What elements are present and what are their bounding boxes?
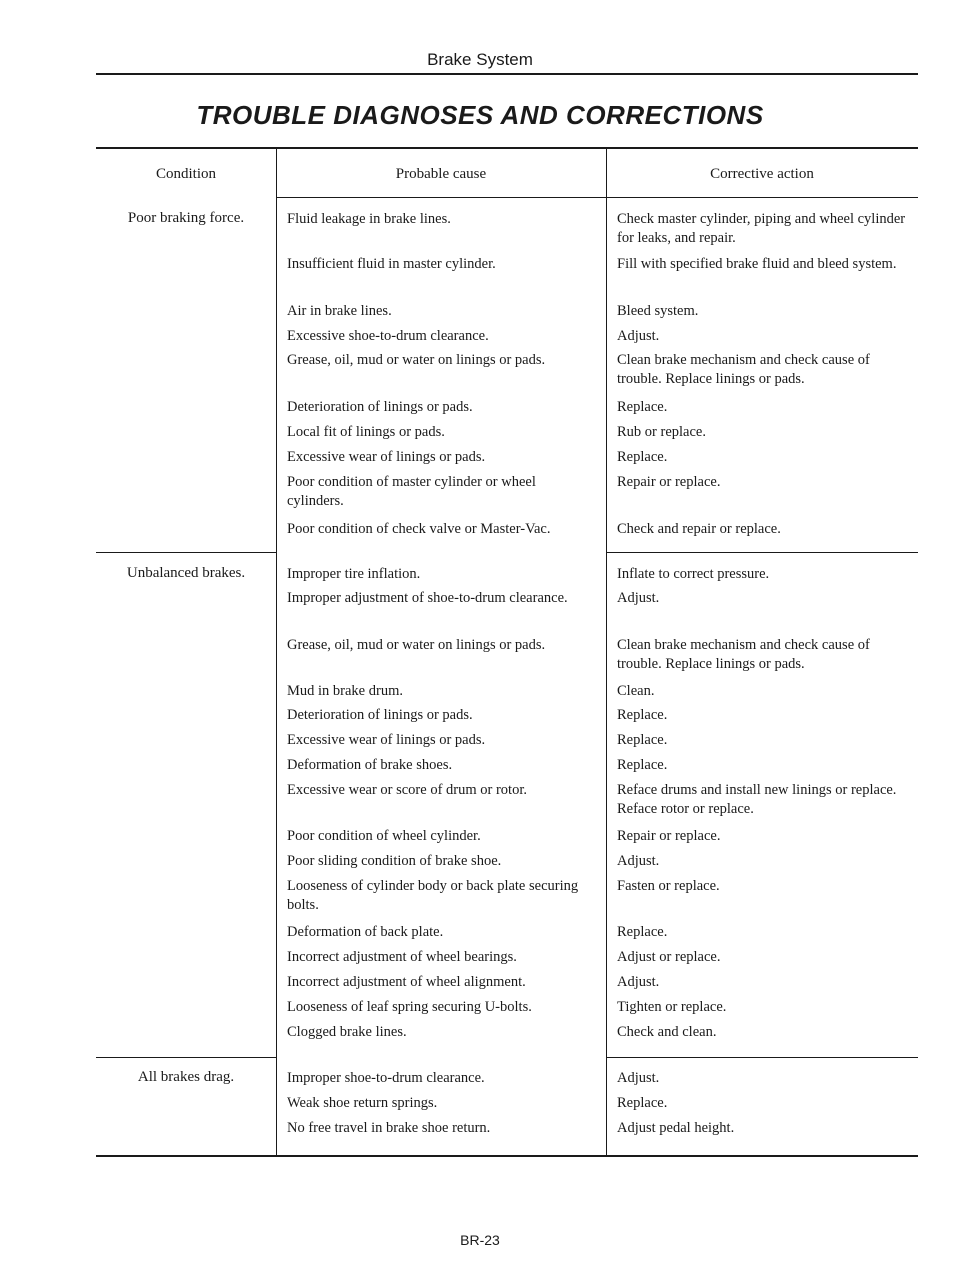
- cause-cell: Improper tire inflation.: [287, 566, 421, 582]
- action-cell: Replace.: [617, 449, 668, 465]
- cause-cell: No free travel in brake shoe return.: [287, 1120, 491, 1136]
- cause-cell: Poor sliding condition of brake shoe.: [287, 853, 502, 869]
- cause-cell: Insufficient fluid in master cylinder.: [287, 256, 496, 272]
- cause-cell: Deterioration of linings or pads.: [287, 399, 473, 415]
- action-cell: Check and clean.: [617, 1024, 717, 1040]
- action-cell: Replace.: [617, 707, 668, 723]
- header-rule: [96, 73, 918, 75]
- action-cell: Repair or replace.: [617, 474, 721, 490]
- cause-cell: Looseness of leaf spring securing U-bolts.: [287, 999, 532, 1015]
- condition-cell: Unbalanced brakes.: [126, 565, 246, 581]
- action-cell: Clean.: [617, 683, 655, 699]
- cause-cell: Poor condition of master cylinder or wheel cylinders.: [287, 474, 536, 509]
- cause-cell: Deformation of brake shoes.: [287, 757, 453, 773]
- action-cell: Replace.: [617, 732, 668, 748]
- cause-cell: Local fit of linings or pads.: [287, 424, 445, 440]
- action-cell: Replace.: [617, 757, 668, 773]
- cause-cell: Deterioration of linings or pads.: [287, 707, 473, 723]
- header-row-rule: [276, 197, 918, 198]
- condition-cell: Poor braking force.: [127, 210, 245, 226]
- action-cell: Adjust.: [617, 853, 660, 869]
- action-cell: Fasten or replace.: [617, 878, 720, 894]
- action-cell: Replace.: [617, 924, 668, 940]
- table-top-rule: [96, 147, 918, 149]
- action-cell: Adjust.: [617, 1070, 660, 1086]
- cause-cell: Looseness of cylinder body or back plate securing bolts.: [287, 878, 579, 913]
- action-cell: Clean brake mechanism and check cause of trouble. Replace linings or pads.: [617, 352, 870, 387]
- action-cell: Inflate to correct pressure.: [617, 566, 770, 582]
- action-cell: Repair or replace.: [617, 828, 721, 844]
- cause-cell: Incorrect adjustment of wheel bearings.: [287, 949, 517, 965]
- page-number: BR-23: [460, 1232, 500, 1248]
- cause-cell: Deformation of back plate.: [287, 924, 444, 940]
- action-cell: Tighten or replace.: [617, 999, 727, 1015]
- action-cell: Check master cylinder, piping and wheel cylinder for leaks, and repair.: [617, 211, 906, 246]
- action-cell: Adjust or replace.: [617, 949, 721, 965]
- cause-cell: Weak shoe return springs.: [287, 1095, 438, 1111]
- cause-cell: Excessive shoe-to-drum clearance.: [287, 328, 489, 344]
- cause-cell: Improper shoe-to-drum clearance.: [287, 1070, 485, 1086]
- cause-cell: Clogged brake lines.: [287, 1024, 407, 1040]
- group-divider: [606, 552, 918, 553]
- action-cell: Adjust.: [617, 974, 660, 990]
- group-divider: [606, 1057, 918, 1058]
- cause-cell: Air in brake lines.: [287, 303, 392, 319]
- column-header-condition: Condition: [155, 166, 216, 182]
- action-cell: Reface drums and install new linings or replace. Reface rotor or replace.: [617, 782, 897, 817]
- action-cell: Adjust.: [617, 590, 660, 606]
- cause-cell: Grease, oil, mud or water on linings or pads.: [287, 637, 546, 653]
- page-title: TROUBLE DIAGNOSES AND CORRECTIONS: [196, 100, 764, 130]
- action-cell: Fill with specified brake fluid and bleed system.: [617, 256, 897, 272]
- column-divider: [606, 148, 607, 1156]
- action-cell: Replace.: [617, 1095, 668, 1111]
- condition-cell: All brakes drag.: [137, 1069, 235, 1085]
- column-divider: [276, 148, 277, 1156]
- cause-cell: Excessive wear of linings or pads.: [287, 449, 486, 465]
- column-header-cause: Probable cause: [395, 166, 487, 182]
- cause-cell: Incorrect adjustment of wheel alignment.: [287, 974, 526, 990]
- cause-cell: Fluid leakage in brake lines.: [287, 211, 451, 227]
- column-header-action: Corrective action: [710, 166, 814, 182]
- table-bottom-rule: [96, 1155, 918, 1157]
- action-cell: Check and repair or replace.: [617, 521, 781, 537]
- cause-cell: Grease, oil, mud or water on linings or pads.: [287, 352, 546, 368]
- group-divider: [96, 552, 277, 553]
- cause-cell: Mud in brake drum.: [287, 683, 403, 699]
- cause-cell: Excessive wear or score of drum or rotor.: [287, 782, 527, 798]
- action-cell: Bleed system.: [617, 303, 699, 319]
- action-cell: Adjust.: [617, 328, 660, 344]
- action-cell: Replace.: [617, 399, 668, 415]
- action-cell: Clean brake mechanism and check cause of trouble. Replace linings or pads.: [617, 637, 870, 672]
- group-divider: [96, 1057, 277, 1058]
- section-header: Brake System: [427, 50, 533, 69]
- action-cell: Adjust pedal height.: [617, 1120, 735, 1136]
- cause-cell: Poor condition of wheel cylinder.: [287, 828, 481, 844]
- action-cell: Rub or replace.: [617, 424, 706, 440]
- cause-cell: Poor condition of check valve or Master-Vac.: [287, 521, 551, 537]
- cause-cell: Improper adjustment of shoe-to-drum clearance.: [287, 590, 568, 606]
- cause-cell: Excessive wear of linings or pads.: [287, 732, 486, 748]
